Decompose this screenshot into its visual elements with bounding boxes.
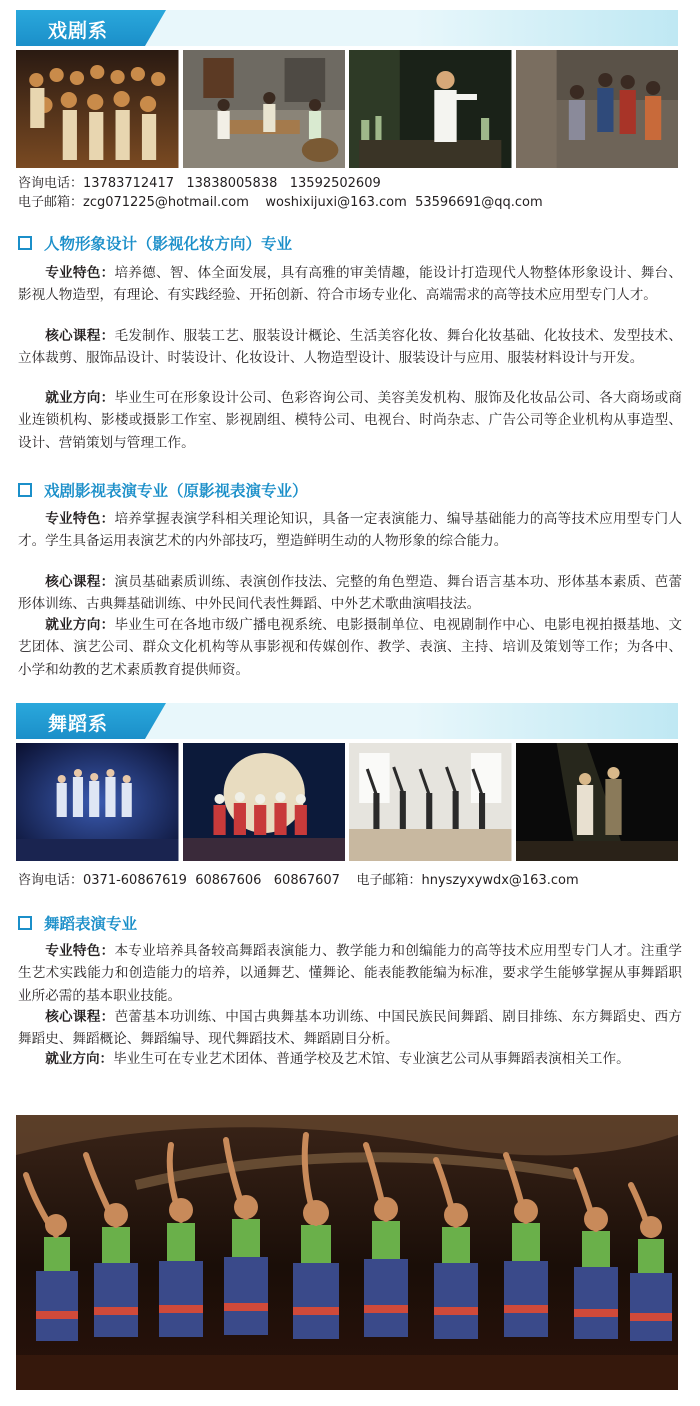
dance-performance-photo <box>16 1115 678 1390</box>
ballet-class-photo <box>349 743 512 861</box>
major-title-image-design <box>18 232 292 254</box>
courses-text: 演员基础素质训练、表演创作技法、完整的角色塑造、舞台语言基本功、形体基本素质、芭蕾形体训练、古典舞基础训练、中外民间代表性舞蹈、中外艺术歌曲演唱技法。 <box>18 574 683 613</box>
features-label: 专业特色： <box>45 265 115 281</box>
major-features <box>18 508 682 553</box>
folk-dance-photo <box>183 743 346 861</box>
major-career <box>18 614 682 681</box>
major-title-text: 戏剧影视表演专业（原影视表演专业） <box>44 482 308 500</box>
duet-stage-photo <box>516 743 679 861</box>
drama-dept-title: 戏剧系 <box>48 20 109 42</box>
courses-label: 核心课程： <box>45 1009 115 1025</box>
courses-label: 核心课程： <box>45 574 115 590</box>
major-career <box>18 1048 682 1070</box>
major-courses <box>18 571 682 616</box>
major-title-text: 人物形象设计（影视化妆方向）专业 <box>44 235 293 253</box>
career-text: 毕业生可在形象设计公司、色彩咨询公司、美容美发机构、服饰及化妆品公司、各大商场或商业连锁机构、影楼或摄影工作室、影视剧组、模特公司、电视台、时尚杂志、广告公司等企业机构从事造型、设计、营销策划与管理工作。 <box>18 390 683 451</box>
checkbox-square-icon <box>18 236 32 250</box>
dance-dept-title: 舞蹈系 <box>48 713 109 735</box>
village-scene-photo <box>183 50 346 168</box>
career-text: 毕业生可在专业艺术团体、普通学校及艺术馆、专业演艺公司从事舞蹈表演相关工作。 <box>113 1051 630 1067</box>
drama-contact-phone: 咨询电话：13783712417 13838005838 13592502609 <box>18 176 381 191</box>
major-career <box>18 387 682 454</box>
features-label: 专业特色： <box>45 943 115 959</box>
stage-scientist-photo <box>349 50 512 168</box>
courses-label: 核心课程： <box>45 328 115 344</box>
features-text: 培养掌握表演学科相关理论知识，具备一定表演能力、编导基础能力的高等技术应用型专门人才。学生具备运用表演艺术的内外部技巧，塑造鲜明生动的人物形象的综合能力。 <box>18 511 683 550</box>
major-features <box>18 262 682 307</box>
major-courses <box>18 325 682 370</box>
major-courses <box>18 1006 682 1051</box>
courses-text: 毛发制作、服装工艺、服装设计概论、生活美容化妆、舞台化妆基础、化妆技术、发型技术、立体裁剪、服饰品设计、时装设计、化妆设计、人物造型设计、服装设计与应用、服装材料设计与开发。 <box>18 328 683 367</box>
dance-photo-strip <box>16 743 678 861</box>
rural-drama-photo <box>516 50 679 168</box>
checkbox-square-icon <box>18 916 32 930</box>
dance-dept-header <box>16 703 678 739</box>
features-text: 培养德、智、体全面发展，具有高雅的审美情趣，能设计打造现代人物整体形象设计、舞台、影视人物造型，有理论、有实践经验、开拓创新、符合市场专业化、高端需求的高等技术应用型专门人才。 <box>18 265 683 304</box>
career-label: 就业方向： <box>45 617 115 633</box>
drama-photo-strip <box>16 50 678 168</box>
features-label: 专业特色： <box>45 511 115 527</box>
drama-dept-header <box>16 10 678 46</box>
dance-ensemble-photo <box>16 743 179 861</box>
career-label: 就业方向： <box>45 390 115 406</box>
major-features <box>18 940 682 1007</box>
features-text: 本专业培养具备较高舞蹈表演能力、教学能力和创编能力的高等技术应用型专门人才。注重学生艺术实践能力和创造能力的培养，以通舞艺、懂舞论、能表能教能编为标准，要求学生能够掌握从事舞蹈职业所必需的基本职业技能。 <box>18 943 683 1004</box>
dance-contact-line: 咨询电话：0371-60867619 60867606 60867607 电子邮箱：hnyszyxywdx@163.com <box>18 873 579 888</box>
major-title-acting <box>18 479 308 501</box>
courses-text: 芭蕾基本功训练、中国古典舞基本功训练、中国民族民间舞蹈、剧目排练、东方舞蹈史、西方舞蹈史、舞蹈概论、舞蹈编导、现代舞蹈技术、舞蹈剧目分析。 <box>18 1009 683 1048</box>
musical-cast-photo <box>16 50 179 168</box>
major-title-text: 舞蹈表演专业 <box>44 915 138 933</box>
career-text: 毕业生可在各地市级广播电视系统、电影摄制单位、电视剧制作中心、电影电视拍摄基地、文艺团体、演艺公司、群众文化机构等从事影视和传媒创作、教学、表演、主持、培训及策划等工作；为各中、小学和幼教的艺术素质教育提供师资。 <box>18 617 683 678</box>
checkbox-square-icon <box>18 483 32 497</box>
career-label: 就业方向： <box>45 1051 114 1067</box>
major-title-dance <box>18 912 137 934</box>
drama-contact-email: 电子邮箱：zcg071225@hotmail.com woshixijuxi@163.com 53596691@qq.com <box>18 195 543 210</box>
